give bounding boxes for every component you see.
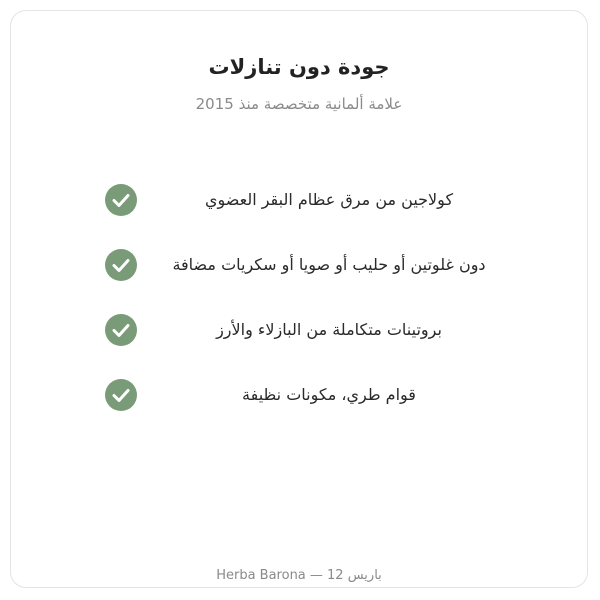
feature-text: دون غلوتين أو حليب أو صويا أو سكريات مضافة (172, 255, 486, 274)
feature-item (105, 249, 505, 283)
card-title: جودة دون تنازلات (208, 55, 390, 79)
feature-item (105, 379, 505, 413)
feature-text: بروتينات متكاملة من البازلاء والأرز (216, 320, 442, 339)
feature-text: قوام طري، مكونات نظيفة (242, 385, 416, 404)
footer-text: Herba Barona — 12 باريس (216, 568, 382, 583)
card (10, 10, 588, 588)
check-circle-icon (105, 184, 137, 216)
card-subtitle: علامة ألمانية متخصصة منذ 2015 (195, 95, 403, 113)
check-circle-icon (105, 379, 137, 411)
feature-text: كولاجين من مرق عظام البقر العضوي (204, 190, 454, 209)
feature-item (105, 184, 505, 218)
feature-item (105, 314, 505, 348)
check-circle-icon (105, 314, 137, 346)
check-circle-icon (105, 249, 137, 281)
